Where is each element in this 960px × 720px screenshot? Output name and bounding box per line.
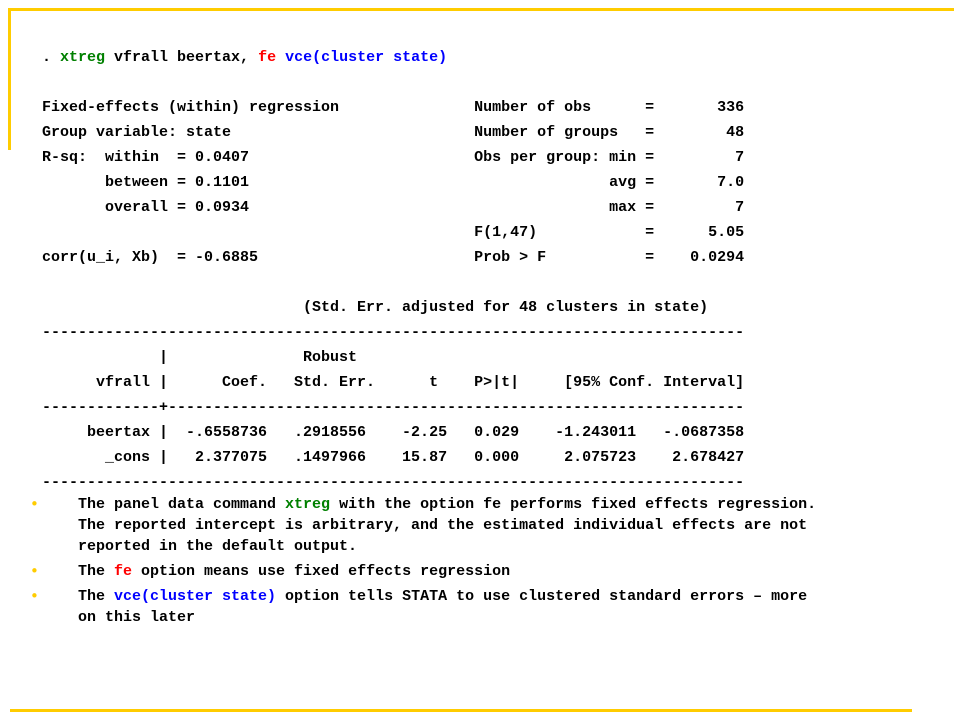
header-line: corr(u_i, Xb) = -0.6885 Prob > F = 0.0294	[42, 249, 745, 266]
note-text-post: with the option fe performs fixed effects regression. The reported intercept is arbitrary, and the estimated individual effects are not reported in the default output.	[78, 496, 817, 555]
note-text-post: option means use fixed effects regression	[132, 563, 511, 580]
se-note: (Std. Err. adjusted for 48 clusters in state)	[42, 299, 709, 316]
note-highlight: fe	[114, 563, 133, 580]
table-divider-top: ------------------------------------------------------------------------------	[42, 324, 745, 341]
table-header-robust: | Robust	[42, 349, 358, 366]
note-item	[30, 561, 830, 582]
header-line: F(1,47) = 5.05	[42, 224, 745, 241]
top-accent-bar	[10, 8, 954, 11]
command-option-fe: fe	[258, 49, 277, 66]
note-item	[30, 586, 830, 628]
note-text-pre: The	[78, 563, 115, 580]
table-row: _cons | 2.377075 .1497966 15.87 0.000 2.075723 2.678427	[42, 449, 745, 466]
header-line: Group variable: state Number of groups = 48	[42, 124, 745, 141]
bullet-icon: •	[30, 587, 39, 605]
note-item	[30, 494, 830, 557]
table-header-columns: vfrall | Coef. Std. Err. t P>|t| [95% Conf. Interval]	[42, 374, 745, 391]
command-prompt: .	[42, 49, 61, 66]
blank-line	[42, 70, 744, 95]
table-row: beertax | -.6558736 .2918556 -2.25 0.029 -1.243011 -.0687358	[42, 424, 745, 441]
bullet-icon: •	[30, 495, 39, 513]
left-accent-bar	[8, 8, 11, 150]
command-args: vfrall beertax,	[105, 49, 259, 66]
note-highlight: xtreg	[285, 496, 331, 513]
note-text-post: option tells STATA to use clustered standard errors – more on this later	[78, 588, 808, 626]
notes-list	[30, 494, 830, 632]
blank-line	[42, 270, 744, 295]
note-text-pre: The	[78, 588, 115, 605]
command-option-vce: vce(cluster state)	[285, 49, 448, 66]
header-line: R-sq: within = 0.0407 Obs per group: min = 7	[42, 149, 745, 166]
note-text-pre: The panel data command	[78, 496, 286, 513]
bottom-accent-bar	[10, 709, 912, 712]
header-line: overall = 0.0934 max = 7	[42, 199, 745, 216]
command-line	[42, 45, 744, 70]
command-name: xtreg	[60, 49, 106, 66]
table-divider-cross: -------------+----------------------------------------------------------------	[42, 399, 745, 416]
note-highlight: vce(cluster state)	[114, 588, 277, 605]
header-line: Fixed-effects (within) regression Number of obs = 336	[42, 99, 745, 116]
bullet-icon: •	[30, 562, 39, 580]
stata-output	[42, 45, 744, 495]
header-line: between = 0.1101 avg = 7.0	[42, 174, 745, 191]
table-divider-bottom: ------------------------------------------------------------------------------	[42, 474, 745, 491]
